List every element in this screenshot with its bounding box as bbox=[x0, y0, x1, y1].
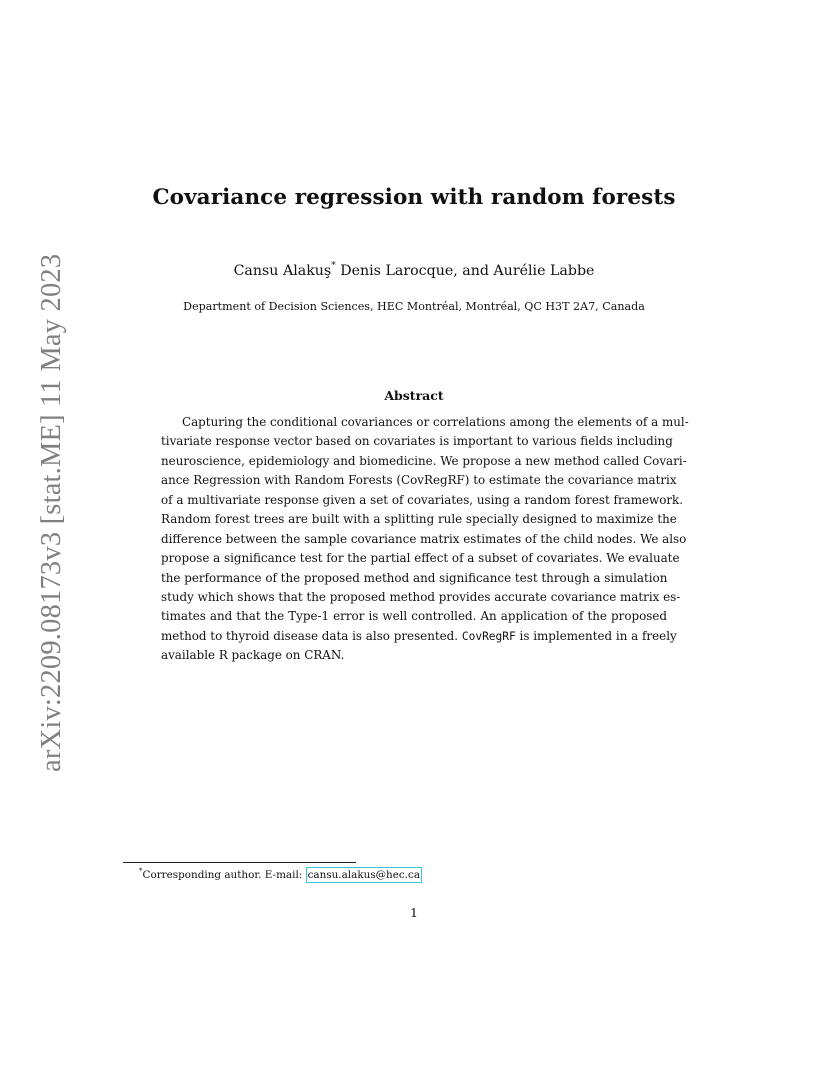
abstract-last-line: available R package on CRAN. bbox=[161, 648, 345, 663]
abstract-line: Random forest trees are built with a splitting rule specially designed to maximize the bbox=[161, 512, 677, 527]
abstract-line: ance Regression with Random Forests (CovRegRF) to estimate the covariance matrix bbox=[161, 473, 677, 488]
abstract-text: method to thyroid disease data is also presented. bbox=[161, 628, 462, 643]
footnote-mark: * bbox=[139, 867, 143, 875]
corresponding-author-mark: * bbox=[331, 261, 336, 271]
paper-title: Covariance regression with random forests bbox=[152, 185, 676, 210]
abstract-heading: Abstract bbox=[384, 388, 444, 403]
author-corresponding: Cansu Alakuş bbox=[233, 263, 332, 279]
abstract-line: tivariate response vector based on covariates is important to various fields including bbox=[161, 434, 673, 449]
abstract-line: difference between the sample covariance matrix estimates of the child nodes. We also bbox=[161, 531, 687, 546]
email-link[interactable]: cansu.alakus@hec.ca bbox=[307, 869, 421, 881]
abstract-line: timates and that the Type-1 error is well controlled. An application of the proposed bbox=[161, 609, 667, 624]
abstract-line-with-code bbox=[161, 627, 677, 646]
footnote bbox=[139, 867, 422, 883]
page-number: 1 bbox=[410, 905, 418, 920]
footnote-text: Corresponding author. E-mail: bbox=[142, 869, 306, 881]
package-name-code: CovRegRF bbox=[461, 629, 516, 643]
author-others: Denis Larocque, and Aurélie Labbe bbox=[335, 263, 595, 279]
abstract-line: propose a significance test for the partial effect of a subset of covariates. We evaluate bbox=[161, 551, 680, 566]
abstract-body bbox=[161, 413, 689, 666]
abstract-line: neuroscience, epidemiology and biomedicine. We propose a new method called Covari- bbox=[161, 453, 687, 468]
arxiv-identifier-stamp[interactable]: arXiv:2209.08173v3 [stat.ME] 11 May 2023 bbox=[36, 253, 67, 772]
abstract-line: Capturing the conditional covariances or correlations among the elements of a mul- bbox=[182, 415, 689, 429]
author-list bbox=[0, 263, 828, 279]
abstract-text: is implemented in a freely bbox=[515, 628, 677, 643]
footnote-divider bbox=[123, 862, 356, 863]
affiliation: Department of Decision Sciences, HEC Montréal, Montréal, QC H3T 2A7, Canada bbox=[183, 300, 645, 313]
abstract-line: study which shows that the proposed method provides accurate covariance matrix es- bbox=[161, 589, 681, 604]
abstract-line: of a multivariate response given a set of covariates, using a random forest framework. bbox=[161, 492, 684, 507]
abstract-line: the performance of the proposed method and significance test through a simulation bbox=[161, 570, 668, 585]
